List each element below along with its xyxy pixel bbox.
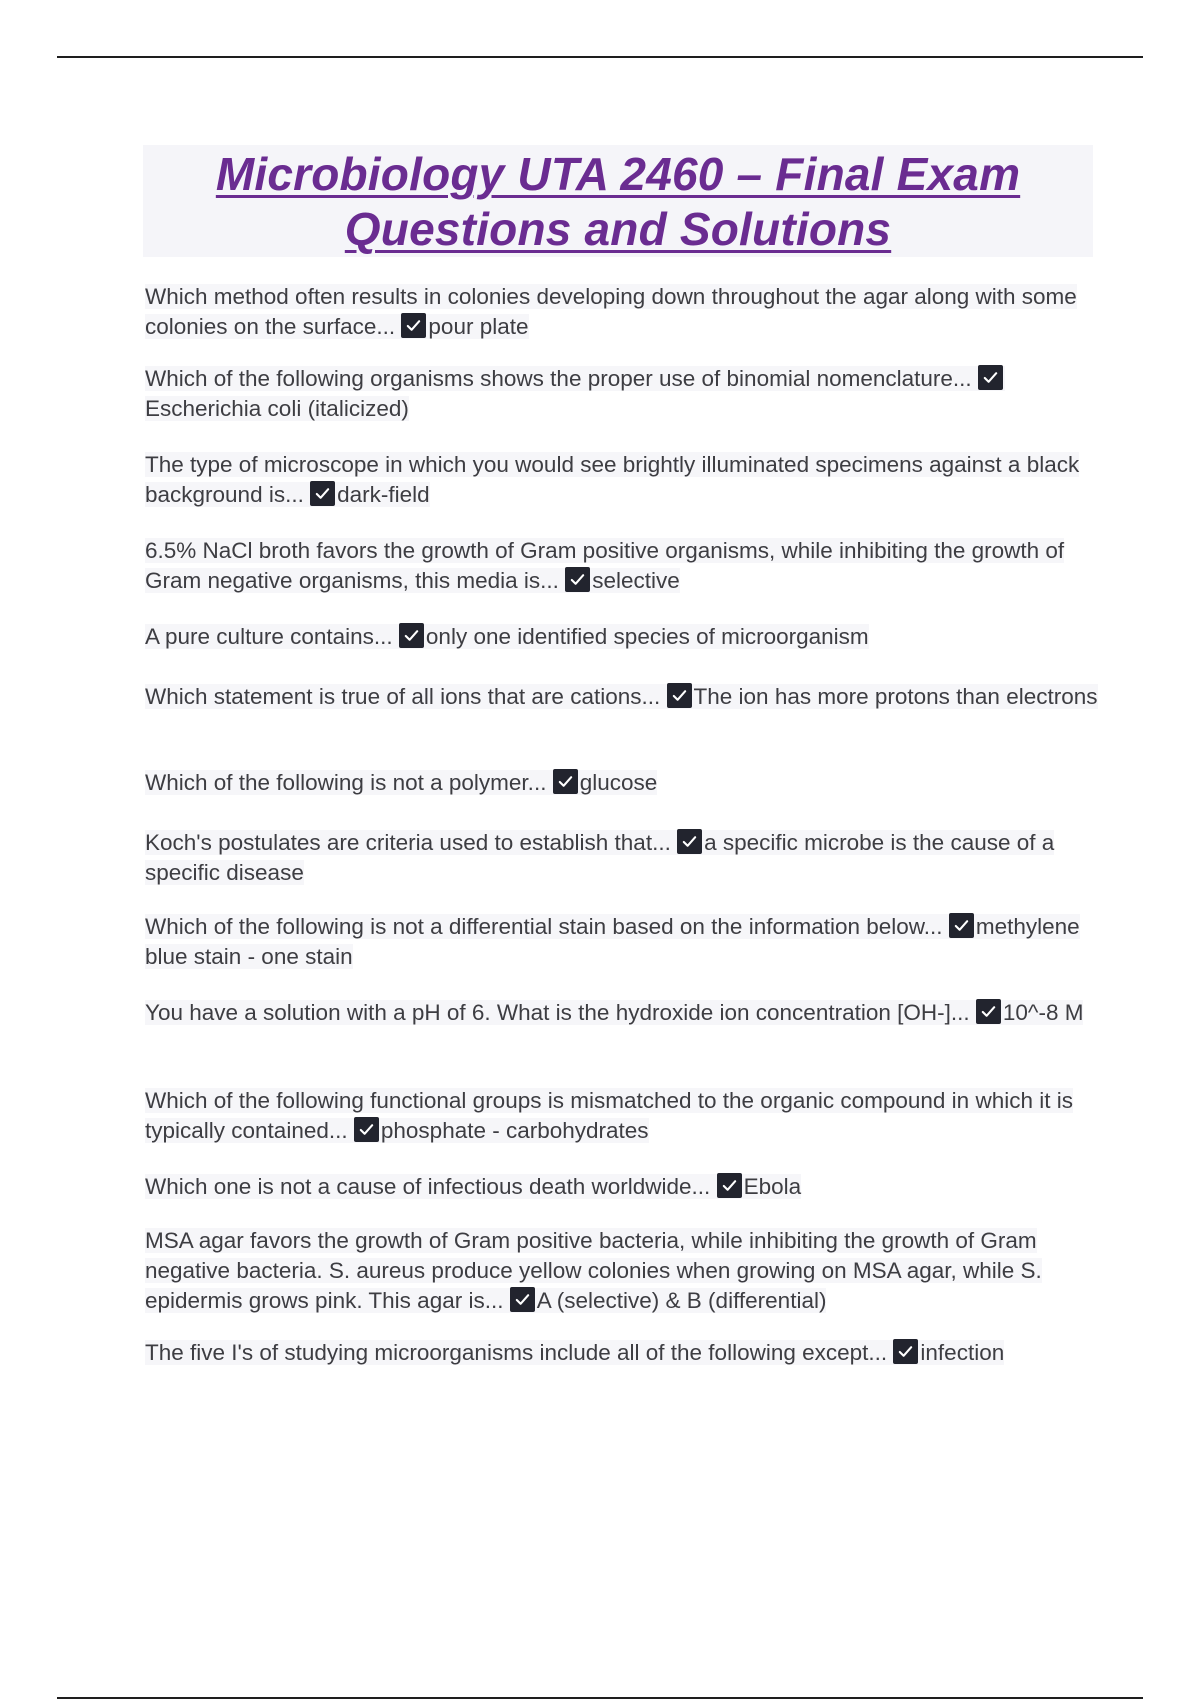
footer-rule [57,1697,1143,1699]
qa-item [145,828,1100,888]
checkmark-box-icon [401,313,426,338]
question-text: A pure culture contains... [145,624,393,649]
question-text: Which of the following functional groups is mismatched to the organic compound in which it is typically contained... [145,1088,1073,1143]
checkmark-box-icon [949,913,974,938]
qa-item [145,1172,1100,1202]
checkmark-box-icon [667,683,692,708]
question-text: You have a solution with a pH of 6. What is the hydroxide ion concentration [OH-]... [145,1000,970,1025]
answer-text: methylene blue stain - one stain [145,914,1080,969]
answer-text: phosphate - carbohydrates [380,1118,649,1143]
qa-item [145,1226,1100,1316]
checkmark-box-icon [399,623,424,648]
question-text: Which one is not a cause of infectious death worldwide... [145,1174,711,1199]
checkmark-box-icon [893,1339,918,1364]
question-text: 6.5% NaCl broth favors the growth of Gram positive organisms, while inhibiting the growth of Gram negative organisms, this media is... [145,538,1065,593]
answer-text: pour plate [428,314,529,339]
checkmark-box-icon [978,365,1003,390]
question-text: The type of microscope in which you would see brightly illuminated specimens against a black background is... [145,452,1080,507]
document-title-line-2: Questions and Solutions [344,203,892,255]
question-text: Which statement is true of all ions that are cations... [145,684,661,709]
qa-item [145,682,1100,712]
question-text: Which method often results in colonies developing down throughout the agar along with some colonies on the surface... [145,284,1077,339]
checkmark-box-icon [510,1287,535,1312]
header-rule [57,56,1143,58]
qa-item [145,282,1100,342]
checkmark-box-icon [553,769,578,794]
qa-item [145,536,1100,596]
qa-item [145,768,1100,798]
document-title-line-1: Microbiology UTA 2460 – Final Exam [215,148,1021,200]
question-text: Which of the following is not a differential stain based on the information below... [145,914,943,939]
question-text: Which of the following organisms shows the proper use of binomial nomenclature... [145,366,972,391]
answer-text: Ebola [743,1174,802,1199]
answer-text: only one identified species of microorganism [425,624,869,649]
qa-item [145,1086,1100,1146]
question-text: MSA agar favors the growth of Gram positive bacteria, while inhibiting the growth of Gram negative bacteria. S. aureus produce yellow colonies when growing on MSA agar, while S. epidermis grows pink. This agar is... [145,1228,1042,1313]
checkmark-box-icon [310,481,335,506]
answer-text: Escherichia coli (italicized) [145,396,409,421]
checkmark-box-icon [354,1117,379,1142]
answer-text: 10^-8 M [1002,1000,1084,1025]
answer-text: a specific microbe is the cause of a specific disease [145,830,1055,885]
question-text: Koch's postulates are criteria used to establish that... [145,830,671,855]
answer-text: The ion has more protons than electrons [693,684,1098,709]
answer-text: A (selective) & B (differential) [536,1288,827,1313]
qa-item [145,622,1100,652]
qa-item [145,912,1100,972]
checkmark-box-icon [677,829,702,854]
title-block [143,145,1093,257]
answer-text: selective [592,568,680,593]
answer-text: dark-field [337,482,430,507]
qa-item [145,450,1100,510]
qa-item [145,364,1100,424]
checkmark-box-icon [976,999,1001,1024]
answer-text: infection [920,1340,1005,1365]
question-text: Which of the following is not a polymer... [145,770,547,795]
qa-item [145,1338,1100,1368]
checkmark-box-icon [717,1173,742,1198]
question-text: The five I's of studying microorganisms include all of the following except... [145,1340,888,1365]
checkmark-box-icon [565,567,590,592]
answer-text: glucose [579,770,658,795]
qa-item [145,998,1100,1028]
